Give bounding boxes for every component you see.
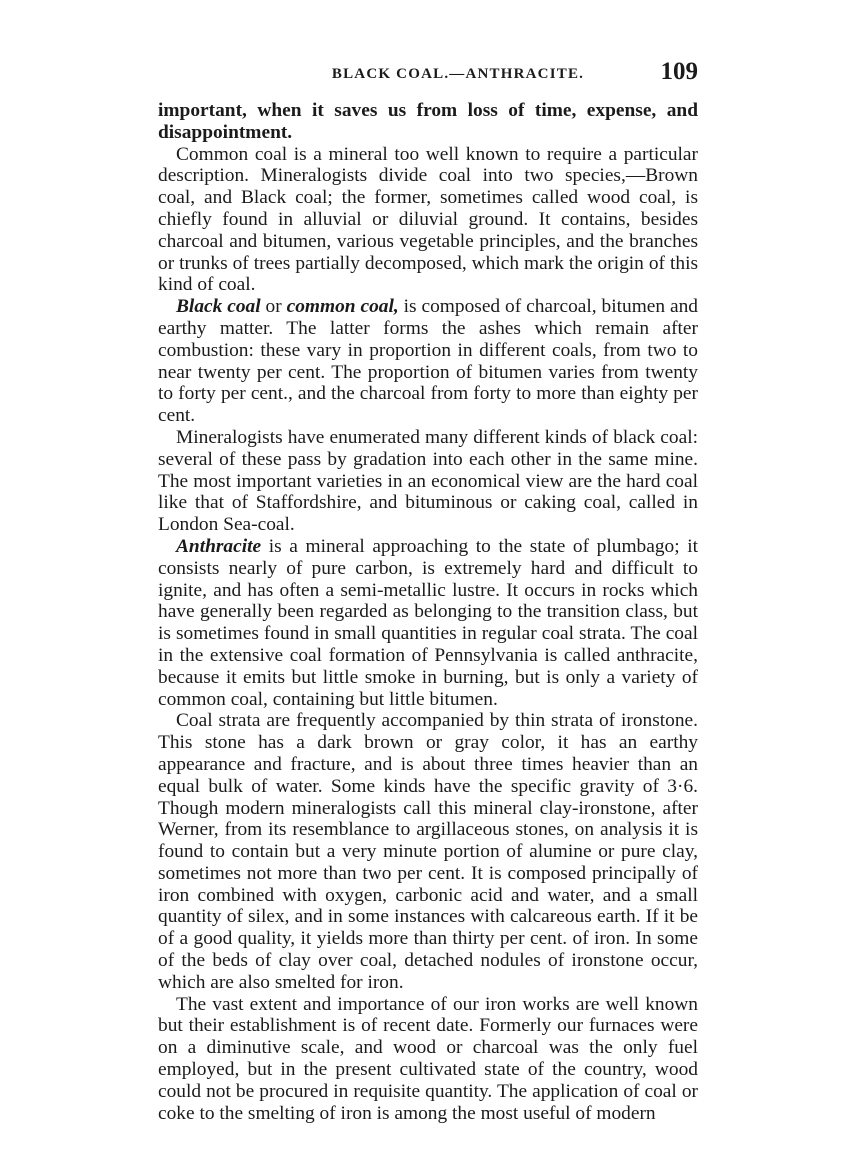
paragraph-iron-works: The vast extent and importance of our iron works are well known but their establishment is of recent date. Formerly our furnaces were on a diminutive scale, and wood or charcoal was the only fuel employed, but in the present cultivated state of the country, wood could not be procured in requisite quantity. The application of coal or coke to the smelting of iron is among the most useful of modern — [158, 993, 698, 1124]
running-title: BLACK COAL.—ANTHRACITE. — [331, 66, 585, 82]
paragraph-continuation: important, when it saves us from loss of time, expense, and disappointment. — [158, 100, 698, 143]
paragraph-common-coal: Common coal is a mineral too well known to require a particular description. Mineralogists divide coal into two species,—Brown coal, and Black coal; the former, sometimes called wood coal, is chiefly found in alluvial or diluvial ground. It contains, besides charcoal and bitumen, various vegetable principles, and the branches or trunks of trees partially decomposed, which mark the origin of this kind of coal. — [158, 143, 698, 296]
page-number: 109 — [660, 58, 698, 85]
term-common-coal: common coal, — [286, 296, 399, 318]
running-head — [158, 58, 698, 92]
paragraph-anthracite — [158, 536, 698, 710]
paragraph-mineralogists: Mineralogists have enumerated many different kinds of black coal: several of these pass by gradation into each other in the same mine. The most important varieties in an economical view are the hard coal like that of Staffordshire, and bituminous or caking coal, called in London Sea-coal. — [158, 426, 698, 536]
term-black-coal: Black coal — [176, 296, 261, 318]
paragraph-ironstone: Coal strata are frequently accompanied by thin strata of ironstone. This stone has a dark brown or gray color, it has an earthy appearance and fracture, and is about three times heavier than an equal bulk of water. Some kinds have the specific gravity of 3·6. Though modern mineralogists call this mineral clay-ironstone, after Werner, from its resemblance to argillaceous stones, on analysis it is found to contain but a very minute portion of alumine or pure clay, sometimes not more than two per cent. It is composed principally of iron combined with oxygen, carbonic acid and water, and a small quantity of silex, and in some instances with calcareous earth. If it be of a good quality, it yields more than thirty per cent. of iron. In some of the beds of clay over coal, detached nodules of ironstone occur, which are also smelted for iron. — [158, 710, 698, 993]
paragraph-text: is composed of charcoal, bitumen and earthy matter. The latter forms the ashes which remain after combustion: these vary in proportion in different coals, from two to near twenty per cent. The proportion of bitumen varies from twenty to forty per cent., and the charcoal from forty to more than eighty per cent. — [158, 296, 698, 427]
body-text — [158, 100, 698, 1124]
paragraph-text: or — [260, 296, 287, 318]
paragraph-text: is a mineral approaching to the state of plumbago; it consists nearly of pure carbon, is extremely hard and difficult to ignite, and has often a semi-metallic lustre. It occurs in rocks which have generally been regarded as belonging to the transition class, but is sometimes found in small quantities in regular coal strata. The coal in the extensive coal formation of Pennsylvania is called anthracite, because it emits but little smoke in burning, but is only a variety of common coal, containing but little bitumen. — [158, 535, 698, 710]
paragraph-black-coal — [158, 296, 698, 427]
term-anthracite: Anthracite — [176, 535, 262, 557]
